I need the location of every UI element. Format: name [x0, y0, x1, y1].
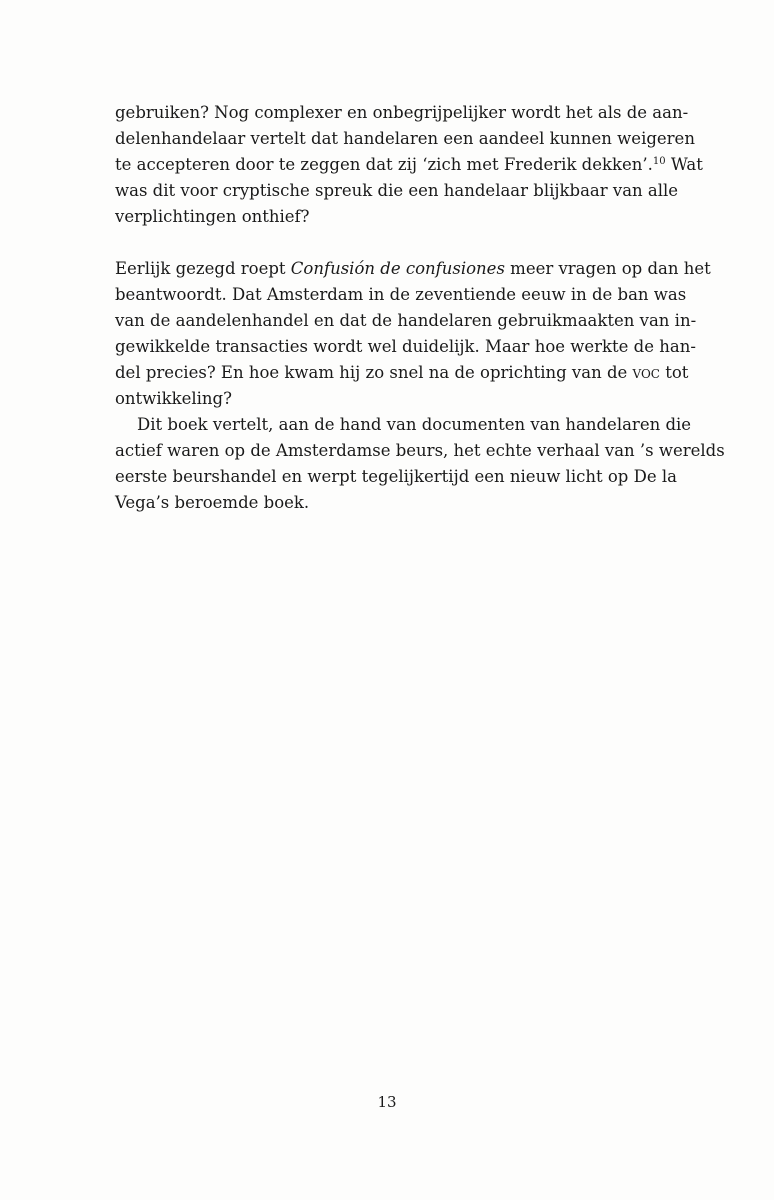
text-line [115, 360, 689, 386]
text-line: van de aandelenhandel en dat de handelaren gebruikmaakten van in- [115, 311, 697, 330]
book-title-italic: Confusión de confusiones [290, 259, 505, 278]
text-line: Dit boek vertelt, aan de hand van documenten van handelaren die [137, 415, 692, 434]
text-line [115, 256, 711, 282]
text-line: ontwikkeling? [115, 389, 232, 408]
text-line: was dit voor cryptische spreuk die een handelaar blijkbaar van alle [115, 181, 679, 200]
text-segment: te accepteren door te zeggen dat zij ‘zich met Frederik dekken’. [115, 155, 653, 174]
paragraph-3 [115, 412, 725, 516]
text-segment: Wat [665, 155, 703, 174]
page-number: 13 [377, 1093, 397, 1111]
body-text [115, 100, 725, 516]
paragraph-2 [115, 256, 711, 412]
text-line: beantwoordt. Dat Amsterdam in de zeventiende eeuw in de ban was [115, 285, 687, 304]
text-line: gewikkelde transacties wordt wel duidelijk. Maar hoe werkte de han- [115, 337, 696, 356]
voc-abbreviation: voc [632, 363, 660, 382]
text-line: gebruiken? Nog complexer en onbegrijpelijker wordt het als de aan- [115, 103, 689, 122]
text-segment: del precies? En hoe kwam hij zo snel na de oprichting van de [115, 363, 633, 382]
text-line: eerste beurshandel en werpt tegelijkertijd een nieuw licht op De la [115, 467, 677, 486]
text-line: verplichtingen onthief? [115, 207, 310, 226]
paragraph-1 [115, 100, 703, 230]
paragraph-spacer [115, 230, 640, 256]
text-segment: tot [660, 363, 689, 382]
text-line [115, 152, 703, 178]
text-line: actief waren op de Amsterdamse beurs, het echte verhaal van ’s werelds [115, 441, 725, 460]
footnote-reference: 10 [652, 156, 666, 167]
text-line: delenhandelaar vertelt dat handelaren een aandeel kunnen weigeren [115, 129, 695, 148]
text-line: Vega’s beroemde boek. [115, 493, 310, 512]
text-segment: meer vragen op dan het [504, 259, 711, 278]
text-segment: Eerlijk gezegd roept [115, 259, 291, 278]
